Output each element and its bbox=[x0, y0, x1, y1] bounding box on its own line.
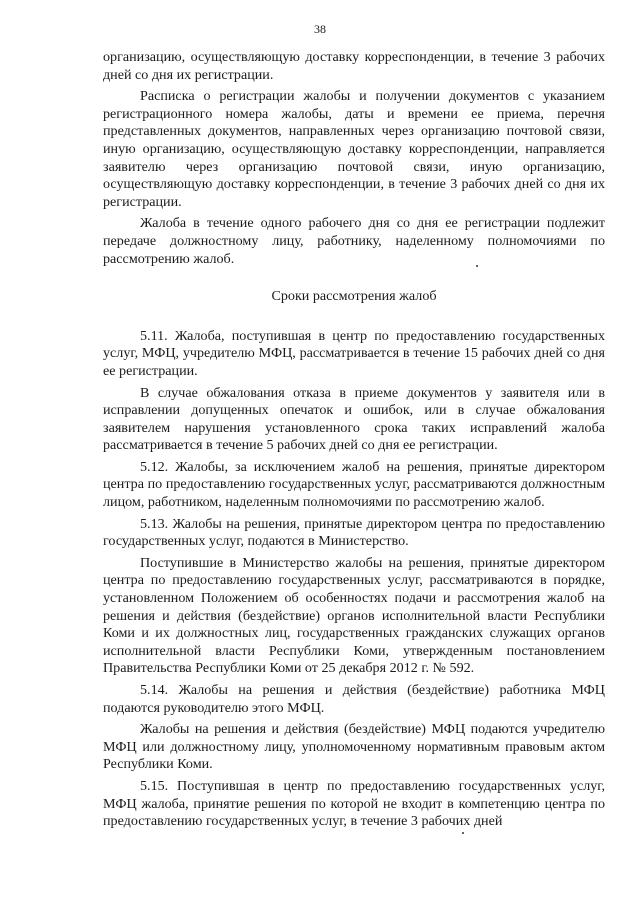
paragraph: 5.12. Жалобы, за исключением жалоб на решения, принятые директором центра по предоставлению государственных услуг, рассматриваются должностным лицом, работником, наделенным полномочиями по рассмотрению жалоб. bbox=[103, 458, 605, 511]
scan-speck bbox=[462, 832, 464, 834]
document-body bbox=[103, 49, 605, 831]
paragraph: 5.15. Поступившая в центр по предоставлению государственных услуг, МФЦ жалоба, принятие решения по которой не входит в компетенцию центра по предоставлению государственных услуг, в течение 3 рабочих дней bbox=[103, 777, 605, 830]
paragraph: Поступившие в Министерство жалобы на решения, принятые директором центра по предоставлению государственных услуг, рассматриваются в порядке, установленном Положением об особенностях подачи и рассмотрения жалоб на решения и действия (бездействие) органов исполнительной власти Республики Коми и их должностных лиц, государственных гражданских служащих органов исполнительной власти Республики Коми, утвержденным постановлением Правительства Республики Коми от 25 декабря 2012 г. № 592. bbox=[103, 554, 605, 677]
paragraph: 5.14. Жалобы на решения и действия (бездействие) работника МФЦ подаются руководителю этого МФЦ. bbox=[103, 682, 605, 716]
paragraph: Жалоба в течение одного рабочего дня со дня ее регистрации подлежит передаче должностному лицу, работнику, наделенному полномочиями по рассмотрению жалоб. bbox=[103, 215, 605, 267]
section-heading: Сроки рассмотрения жалоб bbox=[271, 288, 437, 305]
paragraph: Жалобы на решения и действия (бездействие) МФЦ подаются учредителю МФЦ или должностному лицу, уполномоченному нормативным правовым актом Республики Коми. bbox=[103, 721, 605, 773]
scan-speck bbox=[476, 265, 478, 267]
page-number: 38 bbox=[314, 22, 326, 36]
paragraph: Расписка о регистрации жалобы и получении документов с указанием регистрационного номера жалобы, даты и времени ее приема, перечня представленных документов, направленных через организацию почтовой связи, иную организацию, осуществляющую доставку корреспонденции, направляется заявителю через организацию почтовой связи, иную организацию, осуществляющую доставку корреспонденции, в течение 3 рабочих дней со дня их регистрации. bbox=[103, 88, 605, 210]
paragraph: организацию, осуществляющую доставку корреспонденции, в течение 3 рабочих дней со дня их регистрации. bbox=[103, 49, 605, 83]
paragraph: 5.13. Жалобы на решения, принятые директором центра по предоставлению государственных услуг, подаются в Министерство. bbox=[103, 515, 605, 550]
paragraph: В случае обжалования отказа в приеме документов у заявителя или в исправлении допущенных опечаток и ошибок, или в случае обжалования заявителем нарушения установленного срока таких исправлений жалоба рассматривается в течение 5 рабочих дней со дня ее регистрации. bbox=[103, 384, 605, 454]
paragraph: 5.11. Жалоба, поступившая в центр по предоставлению государственных услуг, МФЦ, учредителю МФЦ, рассматривается в течение 15 рабочих дней со дня ее регистрации. bbox=[103, 327, 605, 379]
